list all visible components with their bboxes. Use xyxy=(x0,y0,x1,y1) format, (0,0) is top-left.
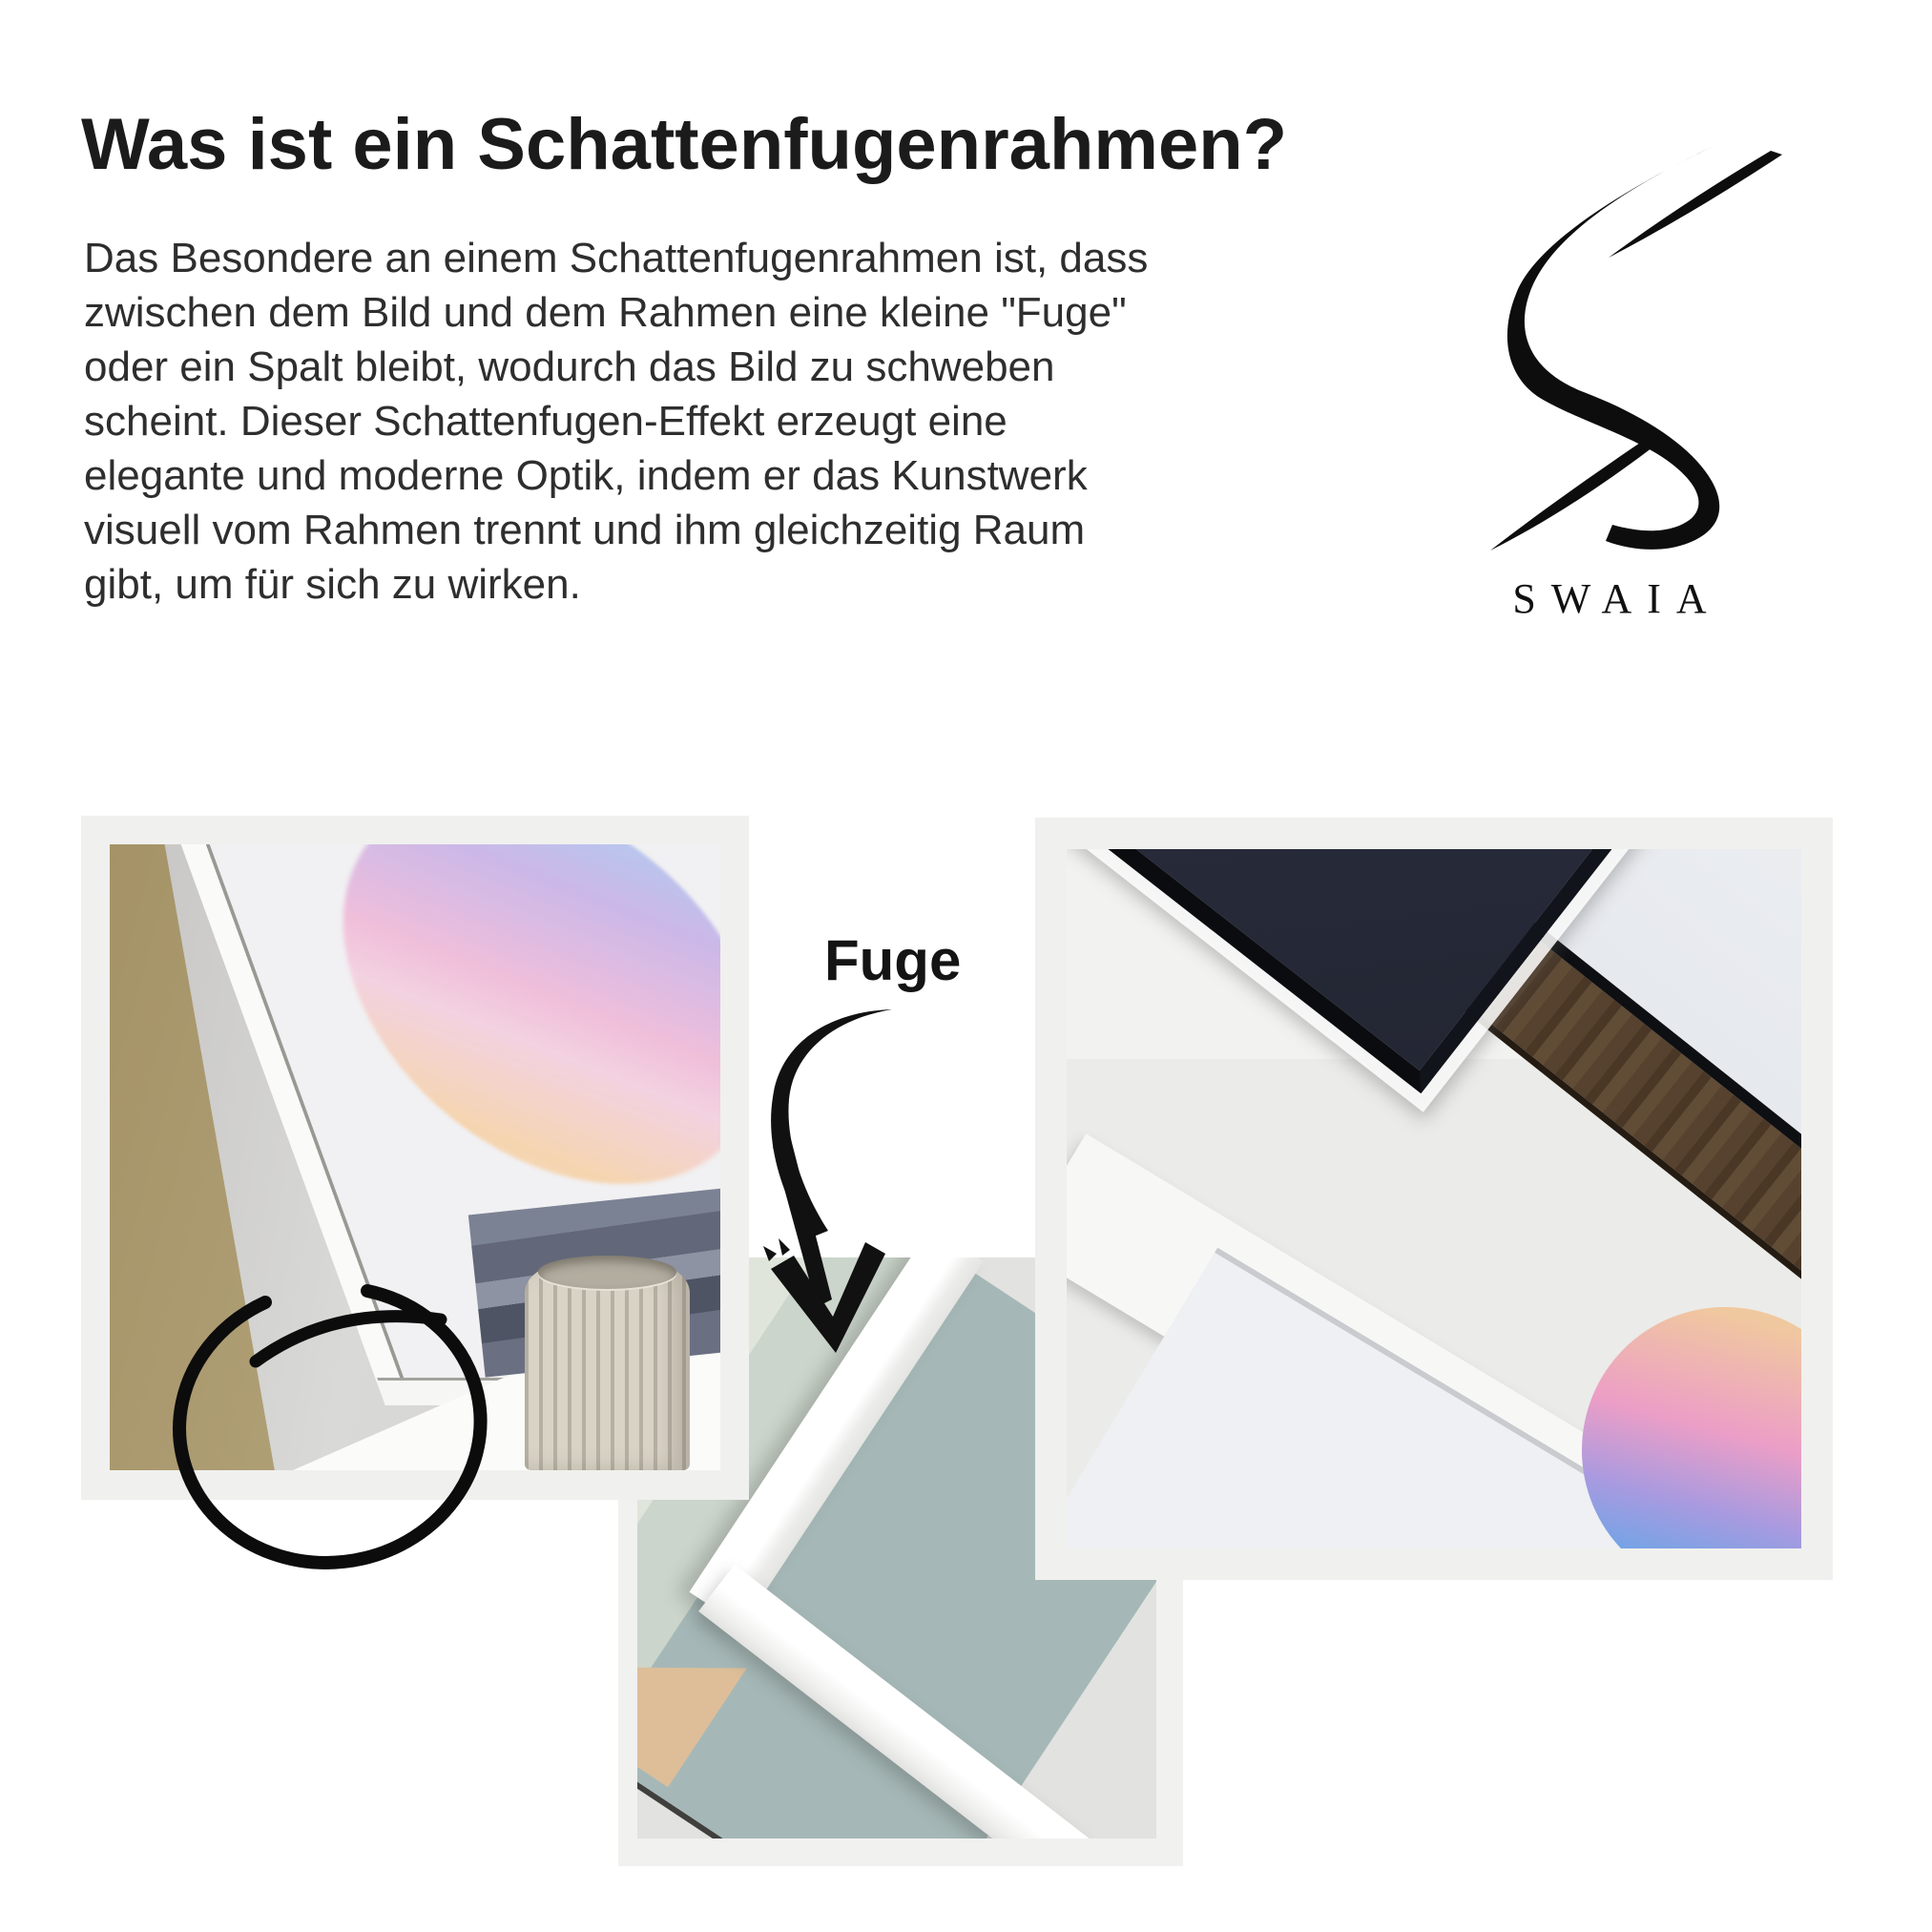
gradient-circle-artwork xyxy=(1582,1307,1801,1548)
brush-arrow-icon xyxy=(735,992,925,1374)
right-photo-frame-corners xyxy=(1067,849,1801,1548)
brand-name: SWAIA xyxy=(1512,575,1722,622)
hand-drawn-circle-annotation xyxy=(143,1264,496,1589)
ribbed-vase xyxy=(525,1264,690,1470)
right-photo-card xyxy=(1035,818,1833,1580)
intro-line: zwischen dem Bild und dem Rahmen eine kleine "Fuge" xyxy=(84,289,1127,336)
fuge-annotation-label: Fuge xyxy=(824,928,962,992)
swaia-s-logo-icon xyxy=(1469,114,1851,649)
page-title: Was ist ein Schattenfugenrahmen? xyxy=(81,104,1288,185)
intro-line: gibt, um für sich zu wirken. xyxy=(84,561,581,608)
intro-line: scheint. Dieser Schattenfugen-Effekt erzeugt eine xyxy=(84,398,1008,445)
intro-line: Das Besondere an einem Schattenfugenrahmen ist, dass xyxy=(84,235,1149,281)
pastel-gradient-blob xyxy=(285,844,720,1184)
intro-line: elegante und moderne Optik, indem er das Kunstwerk xyxy=(84,452,1088,499)
intro-line: visuell vom Rahmen trennt und ihm gleichzeitig Raum xyxy=(84,507,1086,553)
intro-line: oder ein Spalt bleibt, wodurch das Bild zu schweben xyxy=(84,343,1055,390)
intro-paragraph xyxy=(84,231,1477,612)
